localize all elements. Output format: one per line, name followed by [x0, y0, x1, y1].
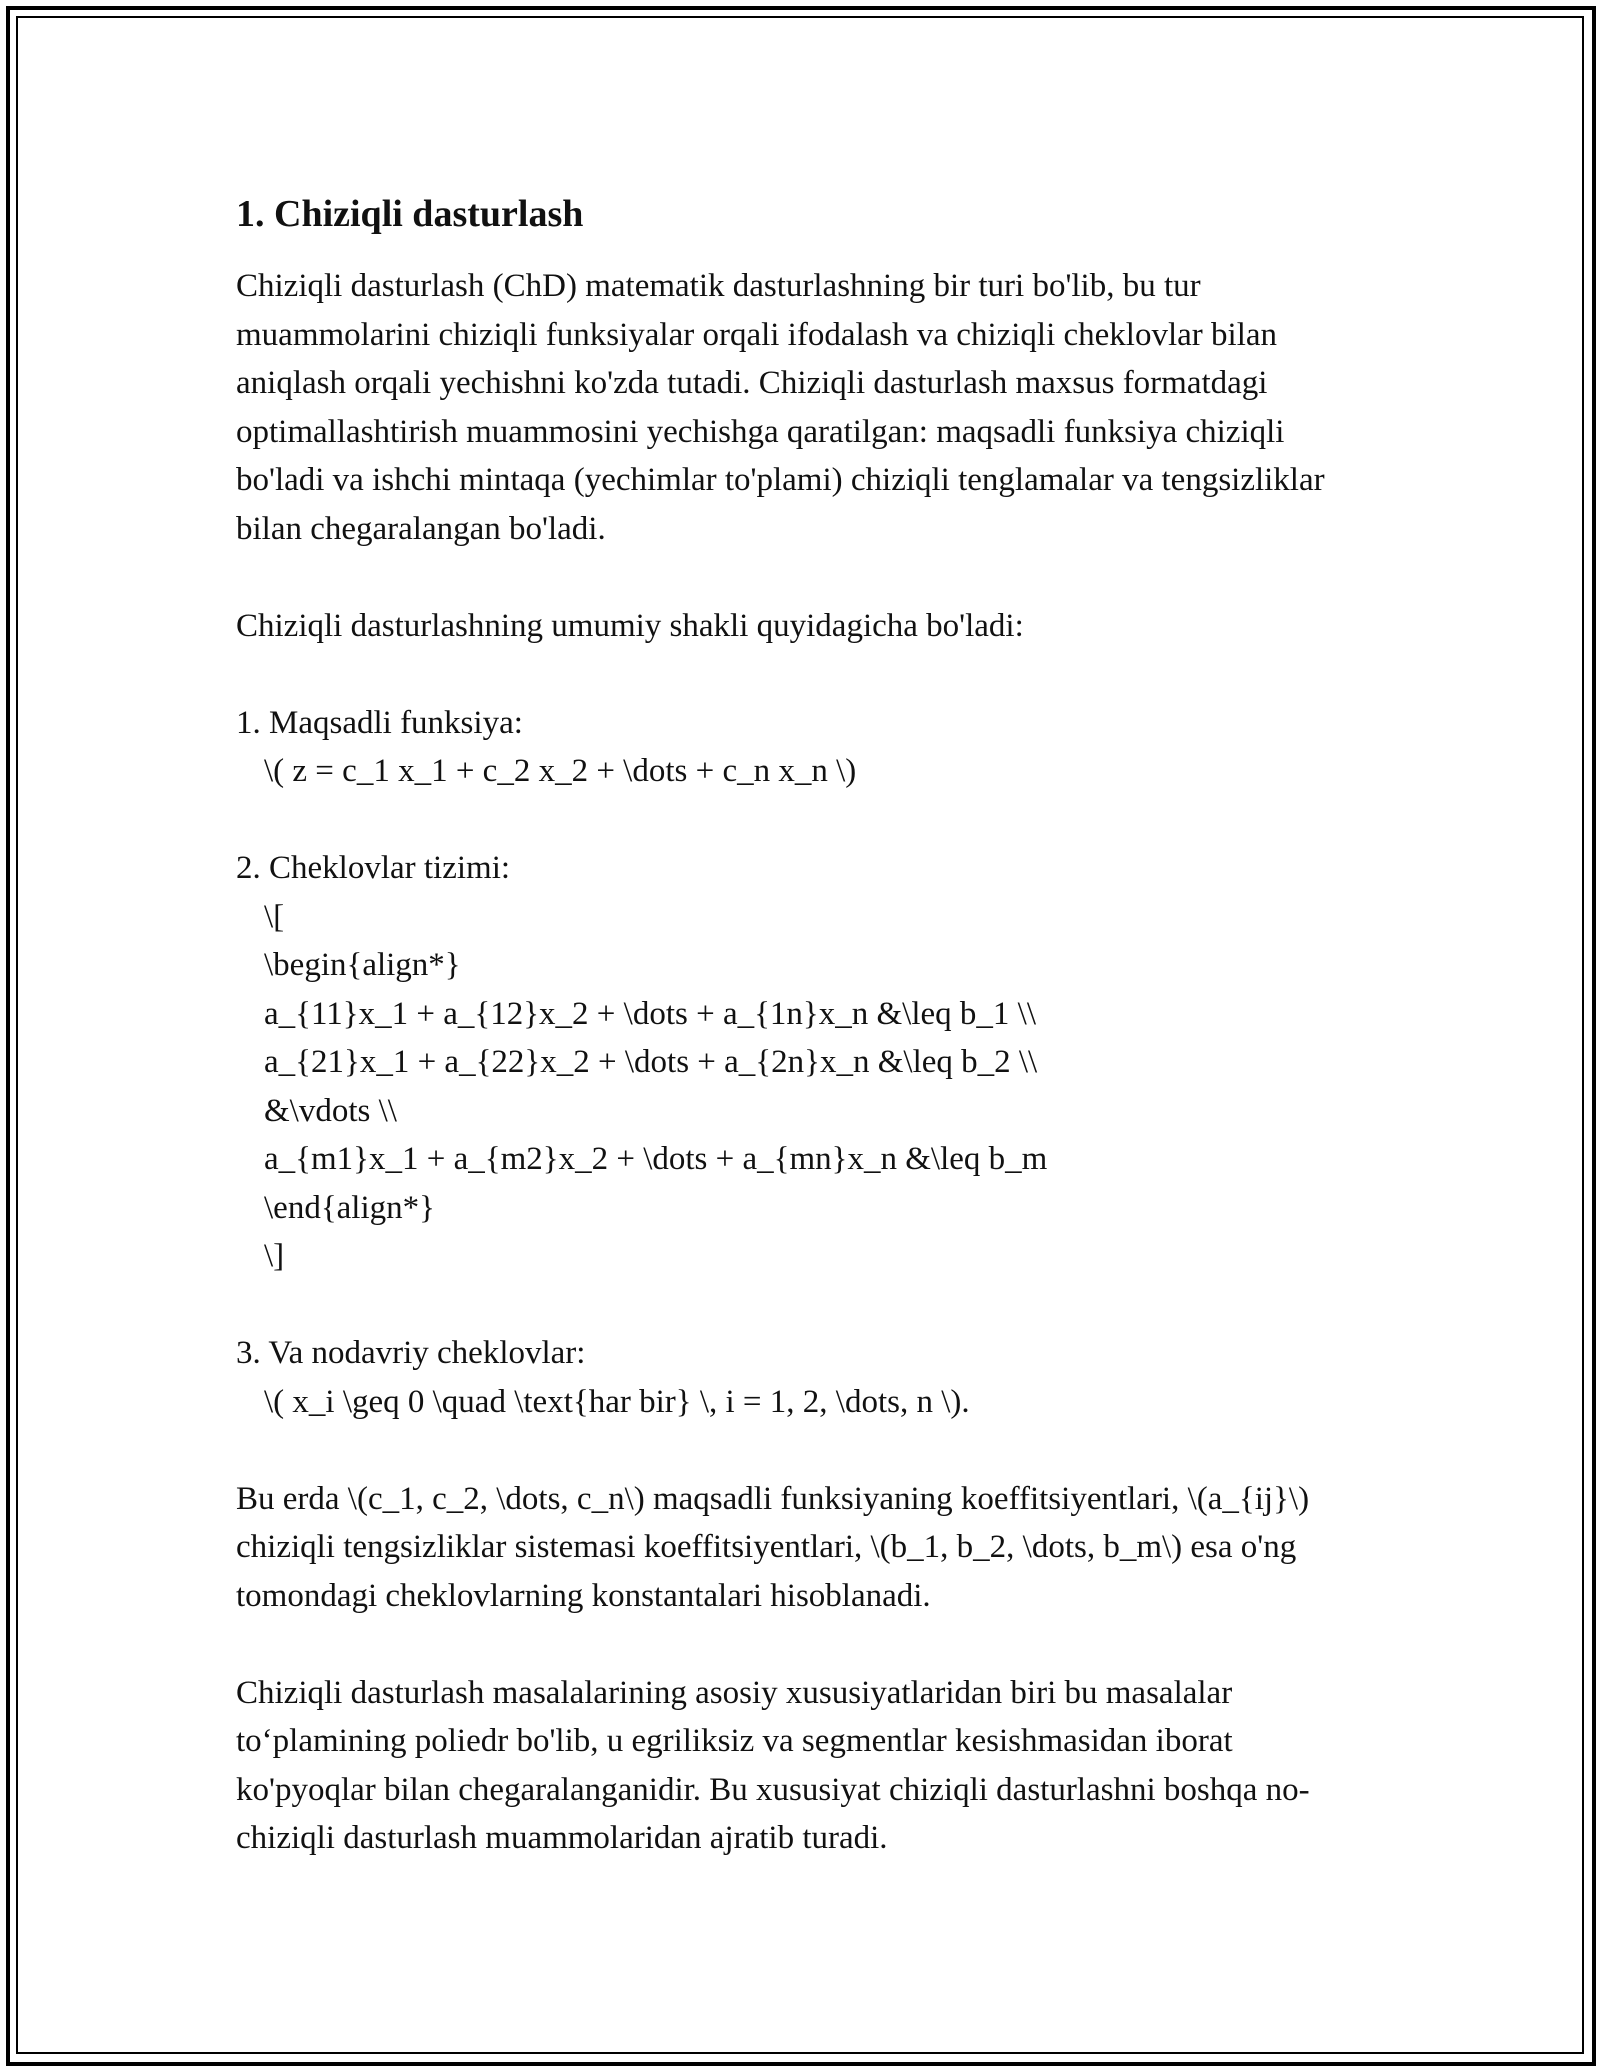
- constraints-line: a_{11}x_1 + a_{12}x_2 + \dots + a_{1n}x_n &\leq b_1 \\: [264, 995, 1037, 1032]
- constraints-line: \[: [264, 898, 285, 935]
- objective-function-label: 1. Maqsadli funksiya:: [236, 704, 523, 741]
- general-form-intro: Chiziqli dasturlashning umumiy shakli quyidagicha bo'ladi:: [236, 607, 1024, 644]
- intro-paragraph: Chiziqli dasturlash (ChD) matematik dasturlashning bir turi bo'lib, bu tur muammolarini chiziqli funksiyalar orqali ifodalash va chiziqli cheklovlar bilan aniqlash orqali yechishni ko'zda tutadi. Chiziqli dasturlash maxsus formatdagi optimallashtirish muammosini yechishga qaratilgan: maqsadli funksiya chiziqli bo'ladi va ishchi mintaqa (yechimlar to'plami) chiziqli tenglamalar va tengsizliklar bilan chegaralangan bo'ladi.: [236, 268, 1333, 547]
- conclusion-paragraph: Chiziqli dasturlash masalalarining asosiy xususiyatlaridan biri bu masalalar to‘plamining poliedr bo'lib, u egriliksiz va segmentlar kesishmasidan iborat ko'pyoqlar bilan chegaralanganidir. Bu xususiyat chiziqli dasturlashni boshqa no-chiziqli dasturlash muammolaridan ajratib turadi.: [236, 1674, 1310, 1856]
- constraints-line: &\vdots \\: [264, 1092, 397, 1129]
- constraints-line: \]: [264, 1238, 285, 1274]
- constraints-label: 2. Cheklovlar tizimi:: [236, 850, 511, 886]
- explanation-paragraph: Bu erda \(c_1, c_2, \dots, c_n\) maqsadli funksiyaning koeffitsiyentlari, \(a_{ij}\) chiziqli tengsizliklar sistemasi koeffitsiyentlari, \(b_1, b_2, \dots, b_m\) esa o'ng tomondagi cheklovlarning konstantalari hisoblanadi.: [236, 1480, 1318, 1614]
- objective-function-formula: \( z = c_1 x_1 + c_2 x_2 + \dots + c_n x_n \): [264, 753, 857, 789]
- constraints-line: \end{align*}: [264, 1189, 435, 1226]
- objective-function-item: [236, 699, 1356, 796]
- constraints-item: [236, 844, 1356, 1281]
- nonnegativity-label: 3. Va nodavriy cheklovlar:: [236, 1335, 586, 1371]
- nonnegativity-formula: \( x_i \geq 0 \quad \text{har bir} \, i = 1, 2, \dots, n \).: [264, 1383, 970, 1420]
- constraints-line: a_{21}x_1 + a_{22}x_2 + \dots + a_{2n}x_n &\leq b_2 \\: [264, 1044, 1038, 1080]
- constraints-line: \begin{align*}: [264, 947, 461, 983]
- constraints-line: a_{m1}x_1 + a_{m2}x_2 + \dots + a_{mn}x_n &\leq b_m: [264, 1141, 1048, 1177]
- nonnegativity-item: [236, 1329, 1356, 1426]
- section-heading: 1. Chiziqli dasturlash: [236, 193, 584, 235]
- document-body: [236, 186, 1356, 1863]
